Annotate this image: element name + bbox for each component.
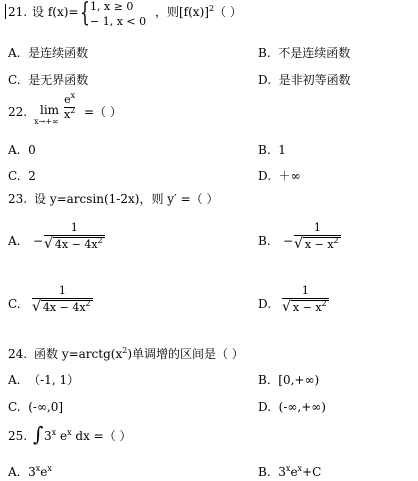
q21-option-d[interactable]: D. 是非初等函数 <box>258 73 351 87</box>
q22-fraction: $e^x$ $x^2$ <box>64 91 76 122</box>
integral-sign: ∫ <box>33 422 44 446</box>
q23-option-b-label[interactable]: B. <box>258 234 271 248</box>
q23-option-b-fraction: 1 √ $x - x^2$ <box>294 221 339 253</box>
q24-option-b[interactable]: B. [0,+∞) <box>258 373 320 387</box>
q23-option-c-fraction: 1 √ $4x - 4x^2$ <box>32 284 91 316</box>
q25-integrand: 3$^x$ $e^x$ dx =（ ） <box>44 428 132 443</box>
q22-number: 22. <box>8 105 28 119</box>
q21-lead: 设 f(x)= <box>32 5 79 19</box>
q21-option-c[interactable]: C. 是无界函数 <box>8 73 89 87</box>
q21-tail: ，则$[f(x)]^2$（ ） <box>155 4 242 19</box>
q23-option-a-sign: − <box>33 234 44 248</box>
q24-number: 24. <box>8 347 28 361</box>
q22-lim-sub: x→+∞ <box>34 117 59 126</box>
q24-option-a[interactable]: A. （-1, 1） <box>8 373 80 387</box>
q21-number: 21. <box>8 5 28 19</box>
q24-option-d[interactable]: D. (-∞,+∞) <box>258 400 326 414</box>
q21-option-a[interactable]: A. 是连续函数 <box>8 46 89 60</box>
q22-lim: lim <box>40 103 60 117</box>
q25-number: 25. <box>8 429 28 443</box>
q25-option-a[interactable]: A. $3^xe^x$ <box>8 464 52 479</box>
q21-option-b[interactable]: B. 不是连续函数 <box>258 46 351 60</box>
q22-option-b[interactable]: B. 1 <box>258 143 286 157</box>
text-cursor <box>5 4 6 19</box>
q25-option-b[interactable]: B. $3^xe^x+C$ <box>258 464 322 479</box>
q24-option-c[interactable]: C. (-∞,0] <box>8 400 64 414</box>
q24-text: 函数 $y=arctg(x^2)$单调增的区间是（ ） <box>34 346 244 361</box>
q23-number: 23. <box>8 192 28 206</box>
q23-option-a-fraction: 1 √ $4x - 4x^2$ <box>44 221 103 253</box>
q21-brace: { <box>80 0 90 28</box>
q21-case1: 1, x ≥ 0 <box>90 0 134 13</box>
q23-option-a-label[interactable]: A. <box>8 234 21 248</box>
q22-option-d[interactable]: D. ＋∞ <box>258 169 301 183</box>
q21-case2: − 1, x < 0 <box>90 15 147 28</box>
q22-equals: =（ ） <box>84 105 122 119</box>
q23-option-c-label[interactable]: C. <box>8 297 21 311</box>
q23-text: 设 y=arcsin(1-2x)，则 y′ =（ ） <box>34 192 219 206</box>
q22-option-c[interactable]: C. 2 <box>8 169 36 183</box>
q22-option-a[interactable]: A. 0 <box>8 143 36 157</box>
q23-option-d-fraction: 1 √ $x - x^2$ <box>282 284 327 316</box>
q23-option-d-label[interactable]: D. <box>258 297 272 311</box>
q23-option-b-sign: − <box>283 234 294 248</box>
